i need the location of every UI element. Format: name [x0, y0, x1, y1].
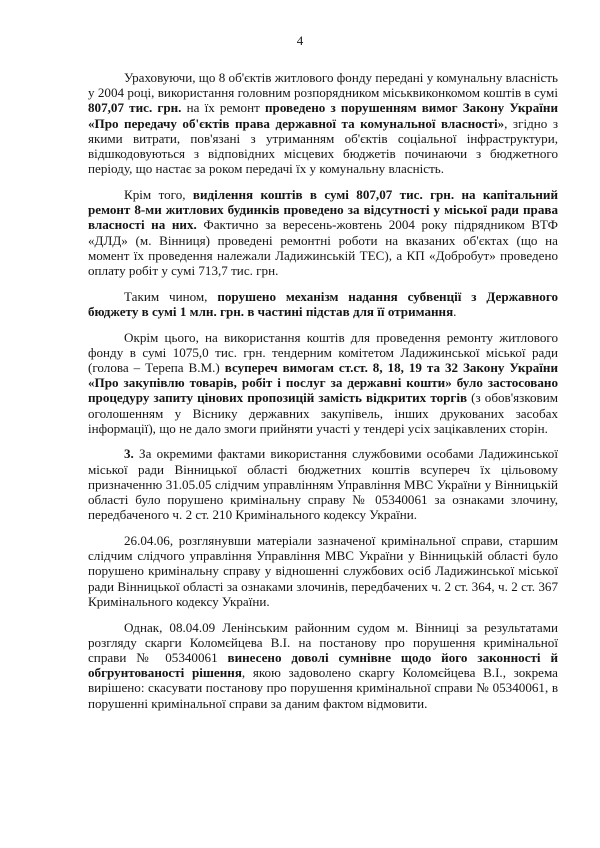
text-segment: Таким чином, [124, 288, 218, 304]
paragraph-6 [88, 533, 558, 609]
bold-text-segment: всупереч вимогам ст.ст. 8, 18, 19 та 32 Закону України «Про закупівлю товарів, робіт і послуг за державні кошти» було застосовано процедуру запиту цінових пропозицій замість відкритих торгів [88, 359, 558, 406]
paragraph-5-section-3 [88, 446, 558, 522]
text-segment: Крім того, [124, 186, 193, 202]
text-segment: 26.04.06, розглянувши матеріали зазначеної кримінальної справи, старшим слідчим слідчого управління Управління МВС України у Вінницькій області було порушено кримінальну справу у відношенні службових осіб Ладижинської міської ради Вінницької області за ознаками злочинів, передбачених ч. 2 ст. 364, ч. 2 ст. 367 Кримінального кодексу України. [88, 532, 558, 609]
text-segment: Однак, 08.04.09 Ленінським районним судом м. Вінниці за результатами розгляду скарги Коломєйцева В.І. на постанову про порушення кримінальної справи № 05340061 [88, 619, 558, 665]
text-segment: . [453, 303, 457, 319]
text-segment: , якою задоволено скаргу Коломєйцева В.І., зокрема вирішено: скасувати постанову про порушення кримінальної справи № 05340061, в порушенні кримінальної справи за даним фактом відмовити. [88, 665, 558, 711]
paragraph-4 [88, 330, 558, 436]
bold-text-segment: виділення коштів в сумі 807,07 тис. грн. на капітальний ремонт 8-ми житлових будинків проведено за відсутності у міської ради права власності на них. [88, 186, 558, 233]
text-segment: Ураховуючи, що 8 об'єктів житлового фонду передані у комунальну власність у 2004 році, використання головним розпорядником міськвиконкомом коштів в сумі [88, 70, 558, 101]
bold-text-segment: винесено доволі сумнівне щодо його законності й обгрунтованості рішення [88, 649, 559, 681]
text-segment: За окремими фактами використання службовими особами Ладижинської міської ради Вінницької області бюджетних коштів всупереч їх цільовому призначенню 31.05.05 слідчим управлінням Управління МВС України у Вінницькій області було порушено кримінальну справу № 05340061 за ознаками злочину, передбаченого ч. 2 ст. 210 Кримінального кодексу України. [88, 446, 558, 523]
paragraph-3 [88, 289, 558, 319]
text-segment: , згідно з якими витрати, пов'язані з утриманням об'єктів соціальної інфраструктури, відшкодовуються з відповідних місцевих бюджетів починаючи з бюджетного періоду, що настає за роком передачі їх у комунальну власність. [88, 115, 559, 177]
text-segment: Окрім цього, на використання коштів для проведення ремонту житлового фонду в сумі 1075,0 тис. грн. тендерним комітетом Ладижинської міської ради (голова – Терепа В.М.) [88, 329, 558, 375]
text-segment: Фактично за вересень-жовтень 2004 року підрядником ВТФ «ДЛД» (м. Вінниця) проведені ремонтні роботи на вказаних об'єктах (що на момент їх проведення належали Ладижинській ТЕС), а КП «Добробут» проведено оплату робіт у сумі 713,7 тис. грн. [88, 217, 558, 278]
text-segment: (з обов'язковим оголошенням у Віснику державних закупівель, інших друкованих засобах інформації), що не дало змоги прийняти участі у тендері усіх зацікавлених сторін. [88, 390, 558, 436]
bold-text-segment: 807,07 тис. грн. [88, 100, 182, 116]
bold-text-segment: 3. [124, 446, 134, 462]
bold-text-segment: порушено механізм надання субвенції з Державного бюджету в сумі 1 млн. грн. в частині підстав для її отримання [88, 288, 558, 319]
paragraph-1 [88, 70, 558, 176]
document-body [88, 70, 558, 721]
bold-text-segment: проведено з порушенням вимог Закону України «Про передачу об'єктів права державної та комунальної власності» [88, 100, 558, 131]
text-segment: на їх ремонт [181, 100, 265, 116]
page-number: 4 [296, 33, 304, 48]
paragraph-2 [88, 187, 558, 278]
paragraph-7 [88, 620, 558, 711]
